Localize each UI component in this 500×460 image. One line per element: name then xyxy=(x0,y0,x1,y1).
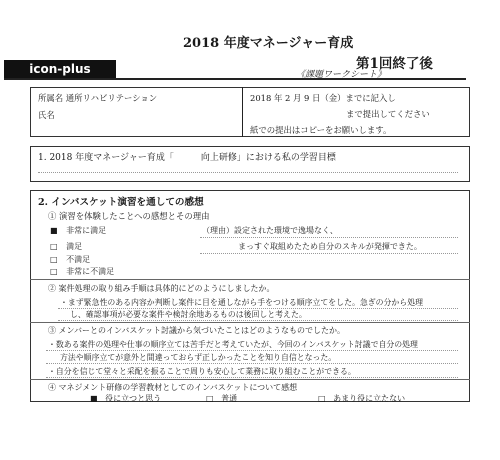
q1-reason-underline xyxy=(200,253,458,254)
deadline-text-1: 2018 年 2 月 9 日（金）までに記入し xyxy=(250,93,396,103)
q4-option-not-useful[interactable] xyxy=(318,393,405,404)
company-logo: icon-plus xyxy=(4,60,116,78)
q2-answer-underline xyxy=(58,308,458,309)
deadline-text-2: まで提出してください xyxy=(346,109,430,119)
q3-answer-underline xyxy=(46,377,458,378)
document-title: 2018 年度マネージャー育成 xyxy=(183,36,354,51)
checkbox-icon[interactable]: □ xyxy=(206,394,214,403)
option-label: 満足 xyxy=(66,242,83,251)
q4-label: ④ マネジメント研修の学習教材としてのインバスケットについて感想 xyxy=(48,383,298,392)
info-divider xyxy=(242,87,243,137)
q4-option-useful[interactable] xyxy=(90,393,161,404)
section2-heading: 2. インバスケット演習を通しての感想 xyxy=(38,197,204,208)
q3-answer-3: ・自分を信じて堂々と采配を振ることで周りも安心して業務に取り組むことができる。 xyxy=(48,367,356,376)
document-subtitle: 第1回終了後 xyxy=(356,56,433,72)
checkbox-icon[interactable]: □ xyxy=(50,242,58,251)
checkbox-icon[interactable]: □ xyxy=(50,267,58,276)
q1-option-satisfied[interactable] xyxy=(50,241,82,252)
q3-answer-underline xyxy=(46,363,458,364)
sheet-name: 《課題ワークシート》 xyxy=(296,70,387,80)
q2-divider xyxy=(30,322,470,323)
q1-option-very-satisfied[interactable] xyxy=(50,225,106,236)
affiliation-field: 所属名 通所リハビリテーション xyxy=(38,93,158,103)
deadline-text-3: 紙での提出はコピーをお願いします。 xyxy=(250,125,392,135)
q1-reason-2: まっすぐ取組めたため自分のスキルが発揮できた。 xyxy=(238,242,422,251)
q3-label: ③ メンバーとのインバスケット討議から気づいたことはどのようなものでしたか。 xyxy=(48,326,346,335)
q1-divider xyxy=(30,279,470,280)
q4-option-normal[interactable] xyxy=(206,393,237,404)
q1-option-very-dissatisfied[interactable] xyxy=(50,266,114,277)
q1-option-dissatisfied[interactable] xyxy=(50,254,90,265)
q2-answer-2: し、確認事項が必要な案件や検討余地あるものは後回しと考えた。 xyxy=(70,310,307,319)
q2-answer-underline xyxy=(58,320,458,321)
option-label: 非常に満足 xyxy=(66,226,107,235)
q2-label: ② 案件処理の取り組み手順は具体的にどのようにしましたか。 xyxy=(48,284,275,293)
q1-reason-underline xyxy=(200,237,458,238)
option-label: 不満足 xyxy=(66,255,91,264)
checkbox-checked-icon[interactable]: ■ xyxy=(50,226,58,235)
q2-answer-1: ・まず緊急性のある内容か判断し案件に目を通しながら手をつける順序立てをした。急ぎの分から処理 xyxy=(60,298,423,307)
option-label: あまり役に立たない xyxy=(333,394,406,403)
q3-answer-2: 方法や順序立てが意外と間違っておらず正しかったことを知り自信となった。 xyxy=(60,353,337,362)
header-rule xyxy=(4,78,466,80)
checkbox-checked-icon[interactable]: ■ xyxy=(90,394,98,403)
checkbox-icon[interactable]: □ xyxy=(50,255,58,264)
q3-answer-underline xyxy=(46,350,458,351)
q3-divider xyxy=(30,379,470,380)
q1-label: ① 演習を体験したことへの感想とその理由 xyxy=(48,211,210,221)
option-label: 役に立つと思う xyxy=(105,394,162,403)
name-label: 氏名 xyxy=(38,110,55,120)
option-label: 非常に不満足 xyxy=(66,267,115,276)
q1-reason-1: （理由）設定された環境で逸場なく、 xyxy=(202,226,338,235)
q3-answer-1: ・数ある案件の処理や仕事の順序立ては苦手だと考えていたが、今回のインバスケット討議で自分の処理 xyxy=(48,340,418,349)
checkbox-icon[interactable]: □ xyxy=(318,394,326,403)
option-label: 普通 xyxy=(221,394,238,403)
section1-heading: 1. 2018 年度マネージャー育成「 向上研修」における私の学習目標 xyxy=(38,153,336,163)
section1-answer-line xyxy=(38,172,458,173)
